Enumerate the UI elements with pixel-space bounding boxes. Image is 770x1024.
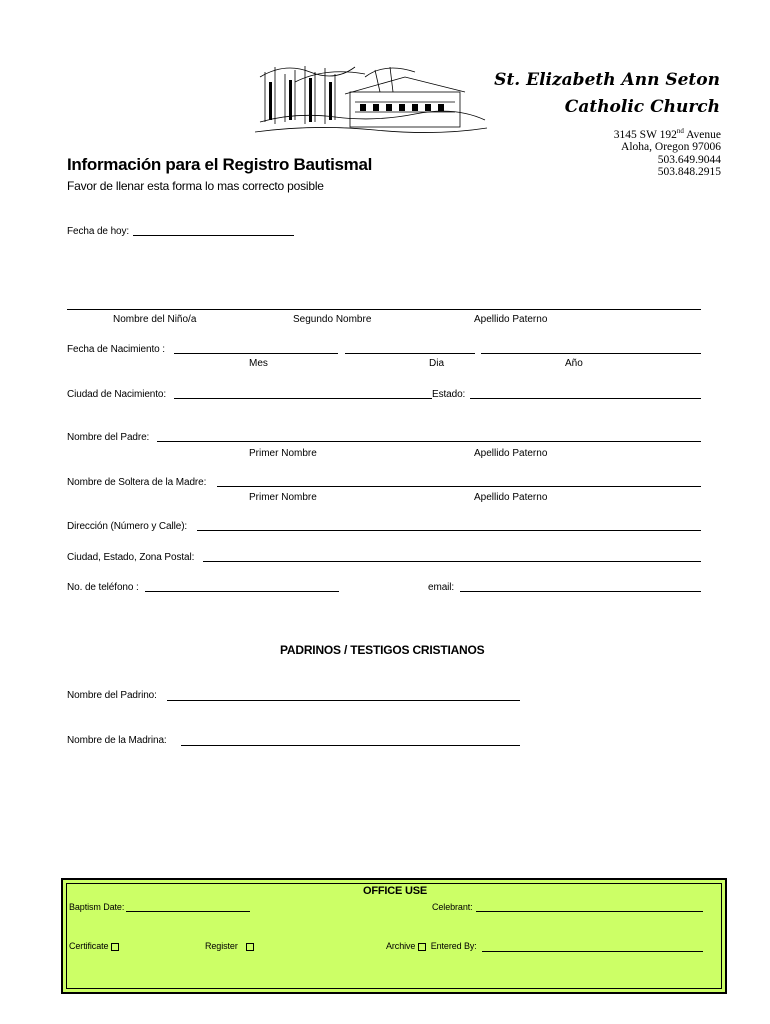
nombre-padre-field[interactable] bbox=[157, 441, 701, 442]
ciudad-nacimiento-field[interactable] bbox=[174, 398, 432, 399]
padre-primer-nombre-caption: Primer Nombre bbox=[249, 448, 317, 459]
phone-2: 503.848.2915 bbox=[657, 166, 721, 179]
dia-field[interactable] bbox=[345, 353, 475, 354]
direccion-label: Dirección (Número y Calle): bbox=[67, 521, 188, 532]
ciudad-estado-zona-label: Ciudad, Estado, Zona Postal: bbox=[67, 552, 195, 563]
church-name-line1: St. Elizabeth Ann Seton bbox=[494, 70, 720, 90]
church-address bbox=[521, 125, 721, 179]
form-title: Información para el Registro Bautismal bbox=[67, 155, 373, 174]
dia-caption: Dia bbox=[429, 358, 445, 369]
ciudad-estado-zona-field[interactable] bbox=[203, 561, 701, 562]
celebrant-label: Celebrant: bbox=[432, 902, 473, 912]
estado-label: Estado: bbox=[432, 389, 466, 400]
ciudad-nacimiento-label: Ciudad de Nacimiento: bbox=[67, 389, 167, 400]
register-checkbox[interactable] bbox=[246, 943, 254, 951]
baptism-date-label: Baptism Date: bbox=[69, 902, 125, 912]
baptism-date-field[interactable] bbox=[126, 911, 250, 912]
church-drawing-icon bbox=[255, 62, 490, 142]
office-use-heading: OFFICE USE bbox=[363, 885, 428, 897]
ano-caption: Año bbox=[565, 358, 583, 369]
address-city: Aloha, Oregon 97006 bbox=[621, 141, 721, 154]
nombre-madre-label: Nombre de Soltera de la Madre: bbox=[67, 477, 207, 488]
madre-apellido-caption: Apellido Paterno bbox=[474, 492, 548, 503]
phone-1: 503.649.9044 bbox=[657, 153, 721, 166]
form-subtitle: Favor de llenar esta forma lo mas correcto posible bbox=[67, 179, 324, 193]
nombre-padre-label: Nombre del Padre: bbox=[67, 432, 150, 443]
padrinos-heading: PADRINOS / TESTIGOS CRISTIANOS bbox=[280, 643, 485, 657]
padre-apellido-caption: Apellido Paterno bbox=[474, 448, 548, 459]
madrina-label: Nombre de la Madrina: bbox=[67, 735, 167, 746]
register-label: Register bbox=[205, 941, 254, 951]
telefono-field[interactable] bbox=[145, 591, 339, 592]
nombre-madre-field[interactable] bbox=[217, 486, 701, 487]
email-field[interactable] bbox=[460, 591, 701, 592]
estado-field[interactable] bbox=[470, 398, 701, 399]
certificate-checkbox[interactable] bbox=[111, 943, 119, 951]
email-label: email: bbox=[428, 582, 455, 593]
mes-field[interactable] bbox=[174, 353, 338, 354]
padrino-label: Nombre del Padrino: bbox=[67, 690, 157, 701]
entered-by-label: Entered By: bbox=[430, 941, 477, 951]
office-use-inner-border bbox=[66, 883, 722, 989]
address-street: 3145 SW 192nd Avenue bbox=[613, 127, 721, 141]
celebrant-field[interactable] bbox=[476, 911, 703, 912]
madre-primer-nombre-caption: Primer Nombre bbox=[249, 492, 317, 503]
fecha-hoy-label: Fecha de hoy: bbox=[67, 226, 130, 237]
nombre-nino-caption: Nombre del Niño/a bbox=[113, 314, 197, 325]
telefono-label: No. de teléfono : bbox=[67, 582, 139, 593]
segundo-nombre-caption: Segundo Nombre bbox=[293, 314, 372, 325]
entered-by-field[interactable] bbox=[482, 951, 703, 952]
direccion-field[interactable] bbox=[197, 530, 701, 531]
nombre-nino-field[interactable] bbox=[67, 309, 701, 310]
church-name-line2: Catholic Church bbox=[564, 97, 720, 117]
fecha-hoy-field[interactable] bbox=[133, 235, 294, 236]
apellido-paterno-caption: Apellido Paterno bbox=[474, 314, 548, 325]
madrina-field[interactable] bbox=[181, 745, 520, 746]
ano-field[interactable] bbox=[481, 353, 701, 354]
fecha-nacimiento-label: Fecha de Nacimiento : bbox=[67, 344, 165, 355]
archive-label: Archive Entered By: bbox=[386, 941, 477, 951]
certificate-label: Certificate bbox=[69, 941, 119, 951]
archive-checkbox[interactable] bbox=[418, 943, 426, 951]
padrino-field[interactable] bbox=[167, 700, 520, 701]
mes-caption: Mes bbox=[249, 358, 268, 369]
